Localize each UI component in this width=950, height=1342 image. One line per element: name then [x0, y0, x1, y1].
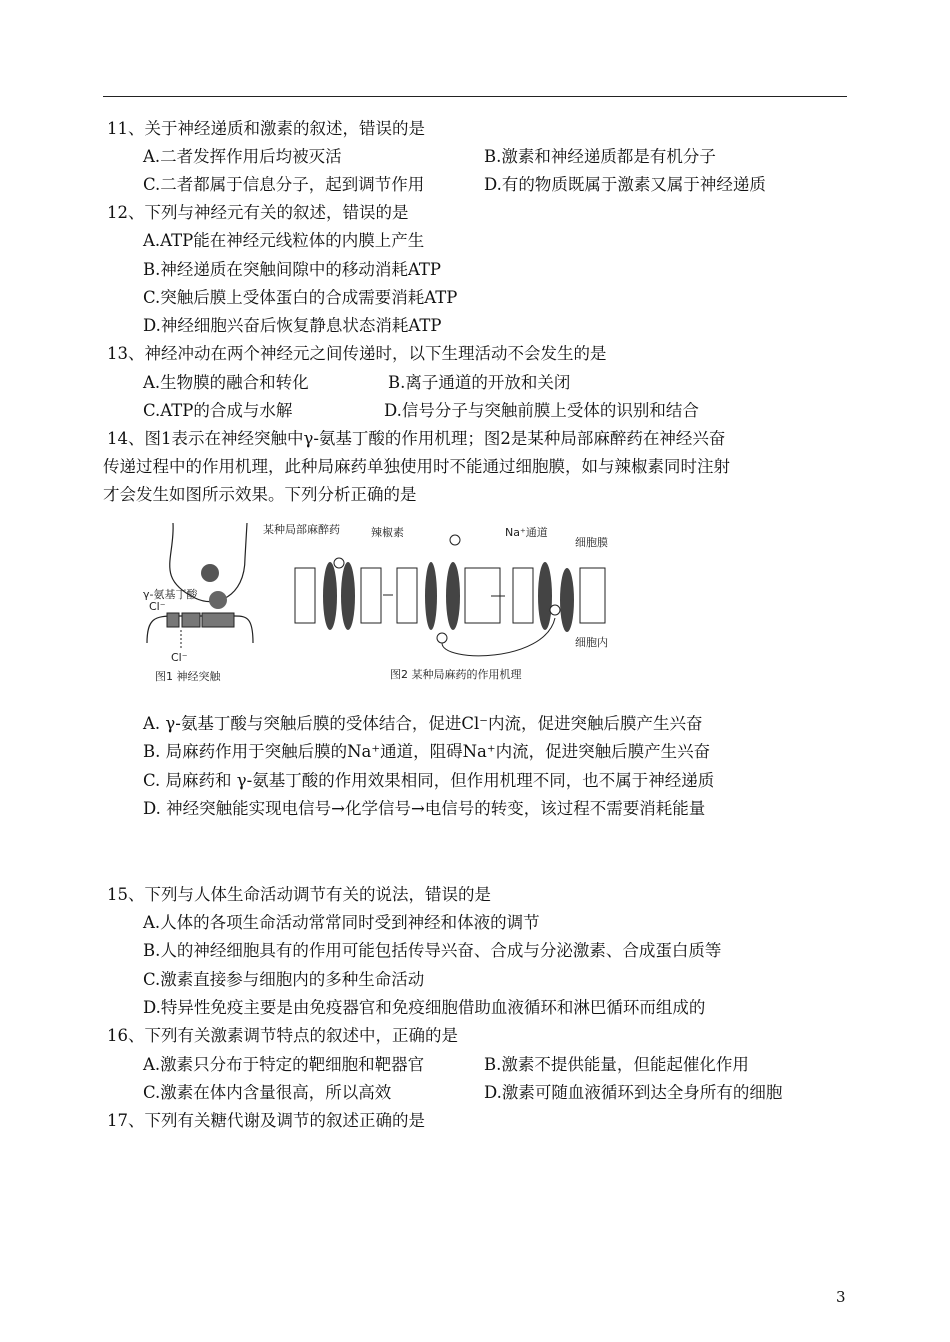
figure2-mechanism	[263, 522, 608, 681]
figure1-caption: 图1 神经突触	[155, 670, 221, 683]
label-cl-bottom: Cl⁻	[171, 651, 188, 664]
label-cell-interior: 细胞内	[575, 636, 608, 649]
q12-option-b: B.神经递质在突触间隙中的移动消耗ATP	[143, 260, 441, 279]
q15-option-c: C.激素直接参与细胞内的多种生命活动	[143, 970, 425, 989]
q13-option-c: C.ATP的合成与水解	[143, 401, 293, 420]
label-cl-top: Cl⁻	[149, 600, 166, 613]
q14-option-d: D. 神经突触能实现电信号→化学信号→电信号的转变，该过程不需要消耗能量	[143, 799, 706, 818]
q14-stem-line2: 传递过程中的作用机理，此种局麻药单独使用时不能通过细胞膜，如与辣椒素同时注射	[103, 457, 730, 476]
q13-option-a: A.生物膜的融合和转化	[143, 373, 309, 392]
page-number: 3	[836, 1288, 846, 1306]
figure1-synapse	[143, 523, 253, 683]
q14-stem-line1: 14、图1表示在神经突触中γ-氨基丁酸的作用机理；图2是某种局部麻醉药在神经兴奋	[107, 429, 726, 448]
q12-option-c: C.突触后膜上受体蛋白的合成需要消耗ATP	[143, 288, 458, 307]
q11-option-b: B.激素和神经递质都是有机分子	[484, 147, 716, 166]
header-rule	[103, 96, 847, 97]
q12-stem: 12、下列与神经元有关的叙述，错误的是	[107, 203, 409, 222]
q14-option-c: C. 局麻药和 γ-氨基丁酸的作用效果相同，但作用机理不同，也不属于神经递质	[143, 771, 715, 790]
label-na-channel: Na⁺通道	[505, 526, 548, 539]
q17-stem: 17、下列有关糖代谢及调节的叙述正确的是	[107, 1111, 425, 1130]
label-capsaicin: 辣椒素	[371, 526, 404, 539]
q16-option-c: C.激素在体内含量很高，所以高效	[143, 1083, 392, 1102]
q11-stem: 11、关于神经递质和激素的叙述，错误的是	[107, 119, 425, 138]
q16-option-a: A.激素只分布于特定的靶细胞和靶器官	[143, 1055, 425, 1074]
q13-option-d: D.信号分子与突触前膜上受体的识别和结合	[384, 401, 699, 420]
q11-option-a: A.二者发挥作用后均被灭活	[143, 147, 342, 166]
q11-option-c: C.二者都属于信息分子，起到调节作用	[143, 175, 425, 194]
q16-option-b: B.激素不提供能量，但能起催化作用	[484, 1055, 749, 1074]
q12-option-d: D.神经细胞兴奋后恢复静息状态消耗ATP	[143, 316, 442, 335]
figure2-caption: 图2 某种局麻药的作用机理	[390, 668, 522, 681]
q15-option-b: B.人的神经细胞具有的作用可能包括传导兴奋、合成与分泌激素、合成蛋白质等	[143, 941, 722, 960]
q13-option-b: B.离子通道的开放和关闭	[388, 373, 571, 392]
q16-option-d: D.激素可随血液循环到达全身所有的细胞	[484, 1083, 783, 1102]
q14-stem-line3: 才会发生如图所示效果。下列分析正确的是	[103, 485, 417, 504]
label-local-anesthetic: 某种局部麻醉药	[263, 523, 340, 536]
q12-option-a: A.ATP能在神经元线粒体的内膜上产生	[143, 231, 425, 250]
label-gaba: γ-氨基丁酸	[143, 588, 198, 601]
label-cell-membrane: 细胞膜	[575, 536, 608, 549]
vesicle-icon	[201, 564, 219, 582]
q15-option-d: D.特异性免疫主要是由免疫器官和免疫细胞借助血液循环和淋巴循环而组成的	[143, 998, 706, 1017]
q14-figure	[135, 518, 635, 688]
q15-option-a: A.人体的各项生命活动常常同时受到神经和体液的调节	[143, 913, 540, 932]
q14-option-a: A. γ-氨基丁酸与突触后膜的受体结合，促进Cl⁻内流，促进突触后膜产生兴奋	[143, 714, 703, 733]
q11-option-d: D.有的物质既属于激素又属于神经递质	[484, 175, 766, 194]
q15-stem: 15、下列与人体生命活动调节有关的说法，错误的是	[107, 885, 491, 904]
vesicle-icon	[209, 591, 227, 609]
q16-stem: 16、下列有关激素调节特点的叙述中，正确的是	[107, 1026, 458, 1045]
q13-stem: 13、神经冲动在两个神经元之间传递时，以下生理活动不会发生的是	[107, 344, 607, 363]
q14-option-b: B. 局麻药作用于突触后膜的Na⁺通道，阻碍Na⁺内流，促进突触后膜产生兴奋	[143, 742, 711, 761]
